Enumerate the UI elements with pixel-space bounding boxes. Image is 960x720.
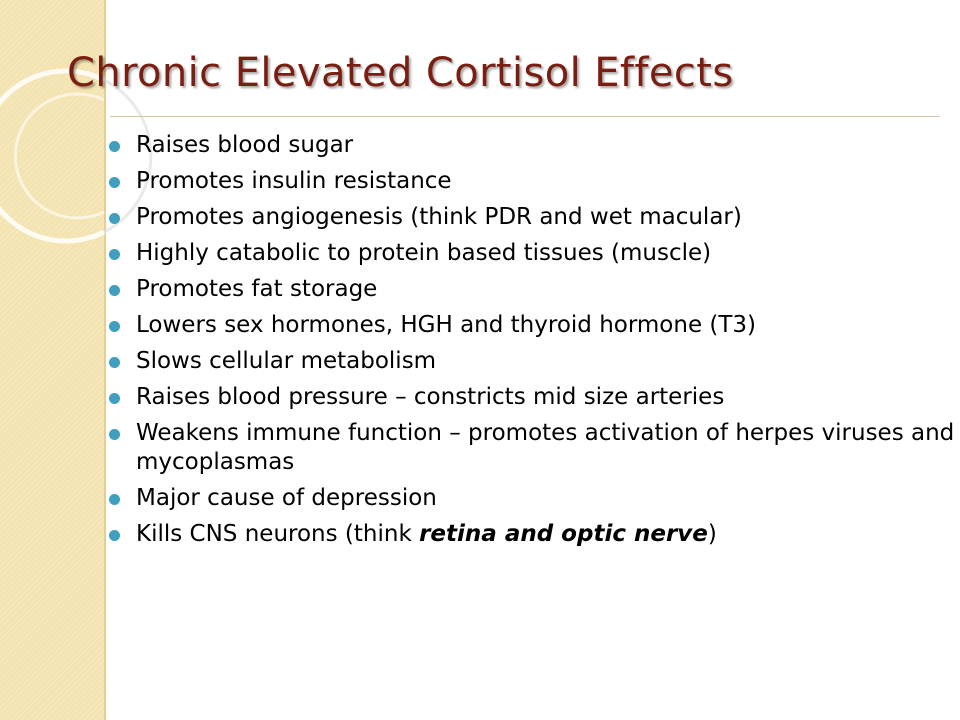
bullet-text: Lowers sex hormones, HGH and thyroid hormone (T3)	[136, 312, 757, 338]
bullet-text: Promotes insulin resistance	[136, 168, 452, 194]
bullet-marker-icon	[109, 393, 120, 404]
bullet-item	[106, 167, 956, 196]
bullet-item	[106, 275, 956, 304]
bullet-marker-icon	[109, 213, 120, 224]
bullet-item	[106, 347, 956, 376]
bullet-item	[106, 239, 956, 268]
bullet-text: Promotes angiogenesis (think PDR and wet macular)	[136, 204, 742, 230]
bullet-text: Raises blood sugar	[136, 132, 354, 158]
bullet-item	[106, 311, 956, 340]
bullet-list	[106, 131, 956, 556]
bullet-marker-icon	[109, 357, 120, 368]
bullet-item	[106, 484, 956, 513]
bullet-item	[106, 383, 956, 412]
bullet-item	[106, 131, 956, 160]
bullet-text: Slows cellular metabolism	[136, 348, 437, 374]
title-divider	[110, 116, 940, 117]
bullet-text: Weakens immune function – promotes activation of herpes viruses and mycoplasmas	[136, 420, 955, 475]
bullet-marker-icon	[109, 285, 120, 296]
slide-title: Chronic Elevated Cortisol Effects	[67, 50, 734, 96]
bullet-marker-icon	[109, 177, 120, 188]
bullet-marker-icon	[109, 530, 120, 541]
bullet-marker-icon	[109, 429, 120, 440]
bullet-marker-icon	[109, 321, 120, 332]
bullet-text-suffix: )	[707, 521, 717, 547]
bullet-marker-icon	[109, 494, 120, 505]
bullet-text-emphasis: retina and optic nerve	[419, 521, 708, 547]
bullet-item	[106, 520, 956, 549]
bullet-item	[106, 203, 956, 232]
decorative-sidebar	[0, 0, 106, 720]
bullet-text: Raises blood pressure – constricts mid size arteries	[136, 384, 725, 410]
bullet-marker-icon	[109, 249, 120, 260]
bullet-item	[106, 419, 956, 477]
bullet-text: Major cause of depression	[136, 485, 437, 511]
bullet-marker-icon	[109, 141, 120, 152]
bullet-text: Promotes fat storage	[136, 276, 378, 302]
bullet-text-prefix: Kills CNS neurons (think	[136, 521, 420, 547]
bullet-text: Highly catabolic to protein based tissues (muscle)	[136, 240, 712, 266]
